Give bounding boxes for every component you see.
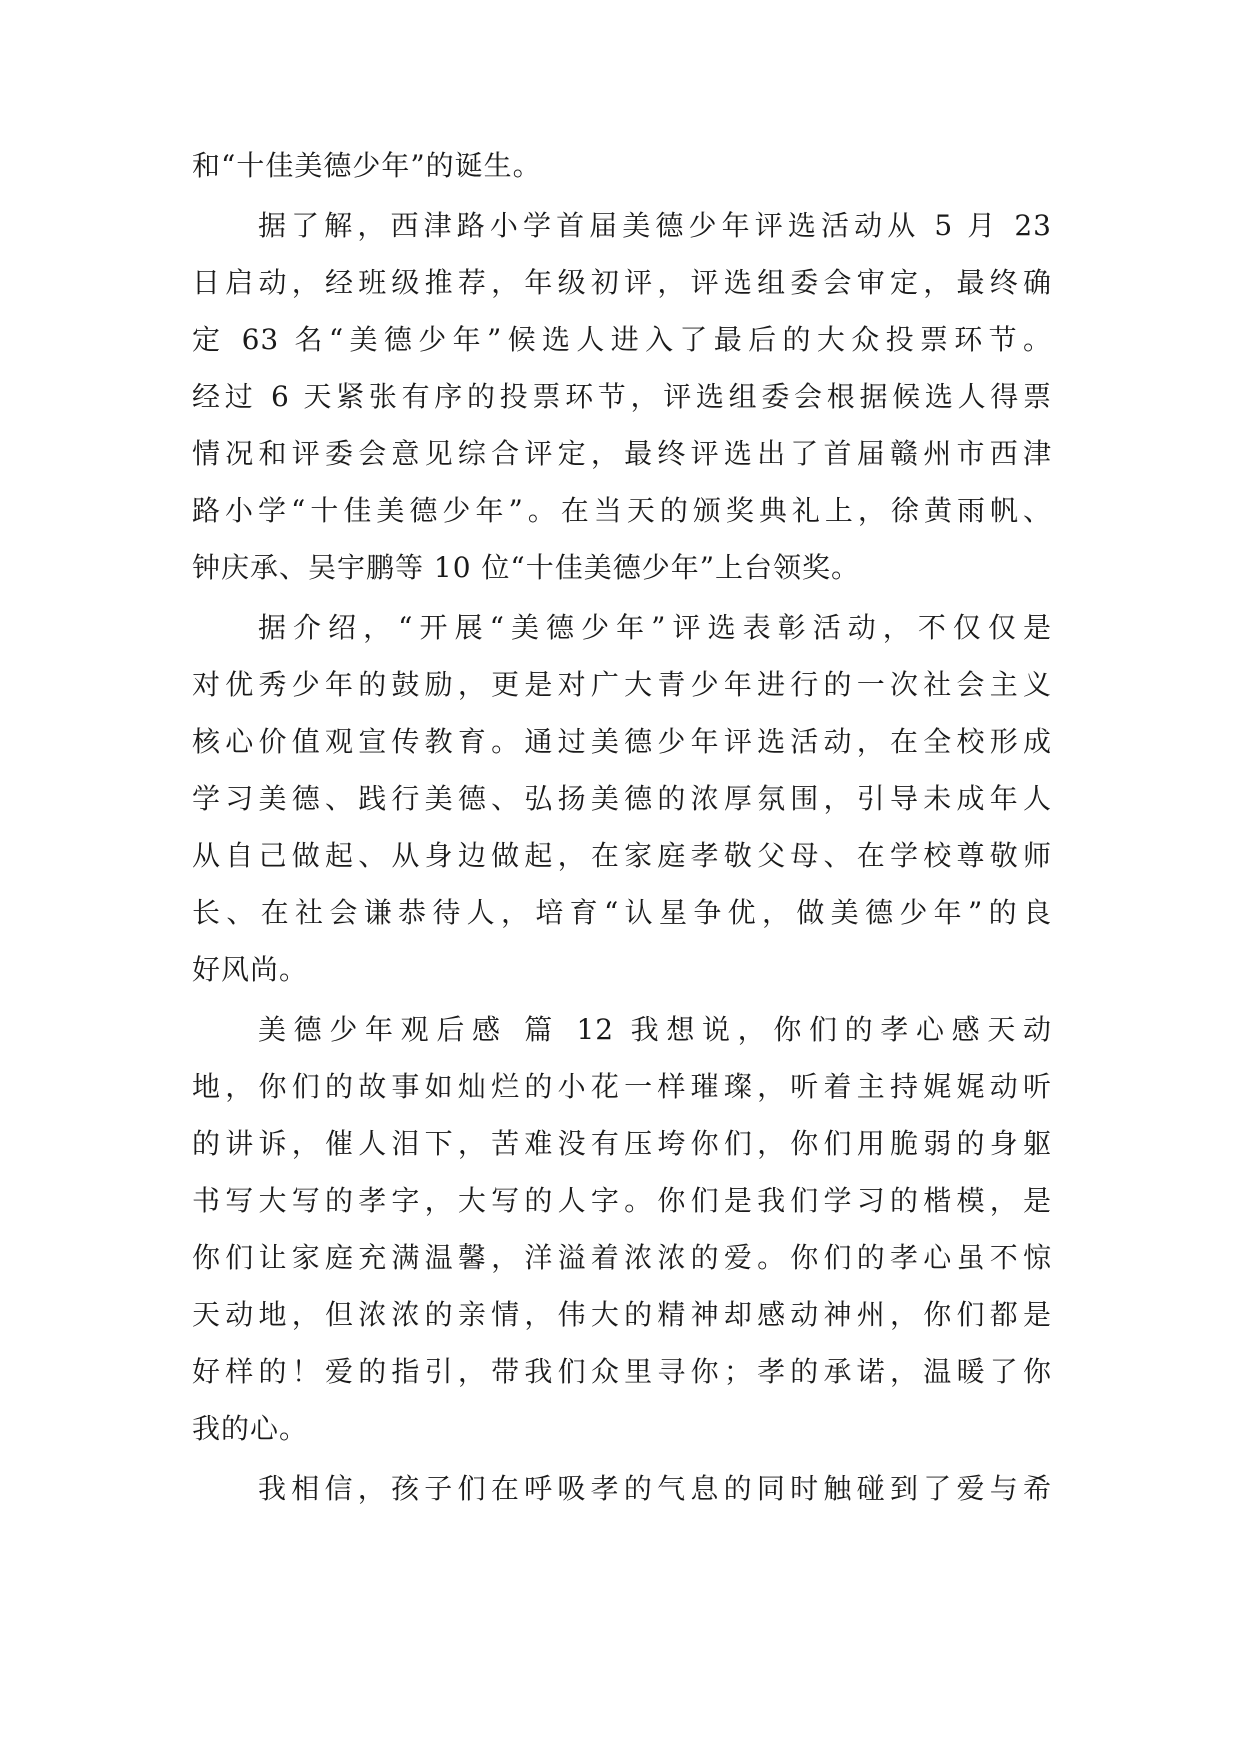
text-line: 定 63 名“美德少年”候选人进入了最后的大众投票环节。 [192, 323, 1052, 356]
text-line: 我的心。 [192, 1412, 309, 1445]
text-line: 从自己做起、从身边做起，在家庭孝敬父母、在学校尊敬师 [192, 839, 1052, 872]
text-line: 我相信，孩子们在呼吸孝的气息的同时触碰到了爱与希 [258, 1472, 1052, 1505]
text-line: 据介绍，“开展“美德少年”评选表彰活动，不仅仅是 [258, 611, 1052, 644]
text-line: 情况和评委会意见综合评定，最终评选出了首届赣州市西津 [192, 437, 1052, 470]
text-line: 美德少年观后感 篇 12 我想说，你们的孝心感天动 [258, 1013, 1052, 1046]
text-line: 日启动，经班级推荐，年级初评，评选组委会审定，最终确 [192, 266, 1052, 299]
text-line: 长、在社会谦恭待人，培育“认星争优，做美德少年”的良 [192, 896, 1052, 929]
text-line: 的讲诉，催人泪下，苦难没有压垮你们，你们用脆弱的身躯 [192, 1127, 1052, 1160]
text-line: 好风尚。 [192, 953, 309, 986]
text-line: 钟庆承、吴宇鹏等 10 位“十佳美德少年”上台领奖。 [192, 551, 861, 584]
text-line: 据了解，西津路小学首届美德少年评选活动从 5 月 23 [258, 209, 1052, 242]
text-line: 核心价值观宣传教育。通过美德少年评选活动，在全校形成 [192, 725, 1052, 758]
text-line: 学习美德、践行美德、弘扬美德的浓厚氛围，引导未成年人 [192, 782, 1052, 815]
text-line: 经过 6 天紧张有序的投票环节，评选组委会根据候选人得票 [192, 380, 1052, 413]
text-line: 你们让家庭充满温馨，洋溢着浓浓的爱。你们的孝心虽不惊 [192, 1241, 1052, 1274]
text-line: 对优秀少年的鼓励，更是对广大青少年进行的一次社会主义 [192, 668, 1052, 701]
text-line: 天动地，但浓浓的亲情，伟大的精神却感动神州，你们都是 [192, 1298, 1052, 1331]
text-line: 好样的！爱的指引，带我们众里寻你；孝的承诺，温暖了你 [192, 1355, 1052, 1388]
text-line: 和“十佳美德少年”的诞生。 [192, 149, 542, 182]
text-line: 路小学“十佳美德少年”。在当天的颁奖典礼上，徐黄雨帆、 [192, 494, 1052, 527]
text-line: 地，你们的故事如灿烂的小花一样璀璨，听着主持娓娓动听 [192, 1070, 1052, 1103]
text-line: 书写大写的孝字，大写的人字。你们是我们学习的楷模，是 [192, 1184, 1052, 1217]
